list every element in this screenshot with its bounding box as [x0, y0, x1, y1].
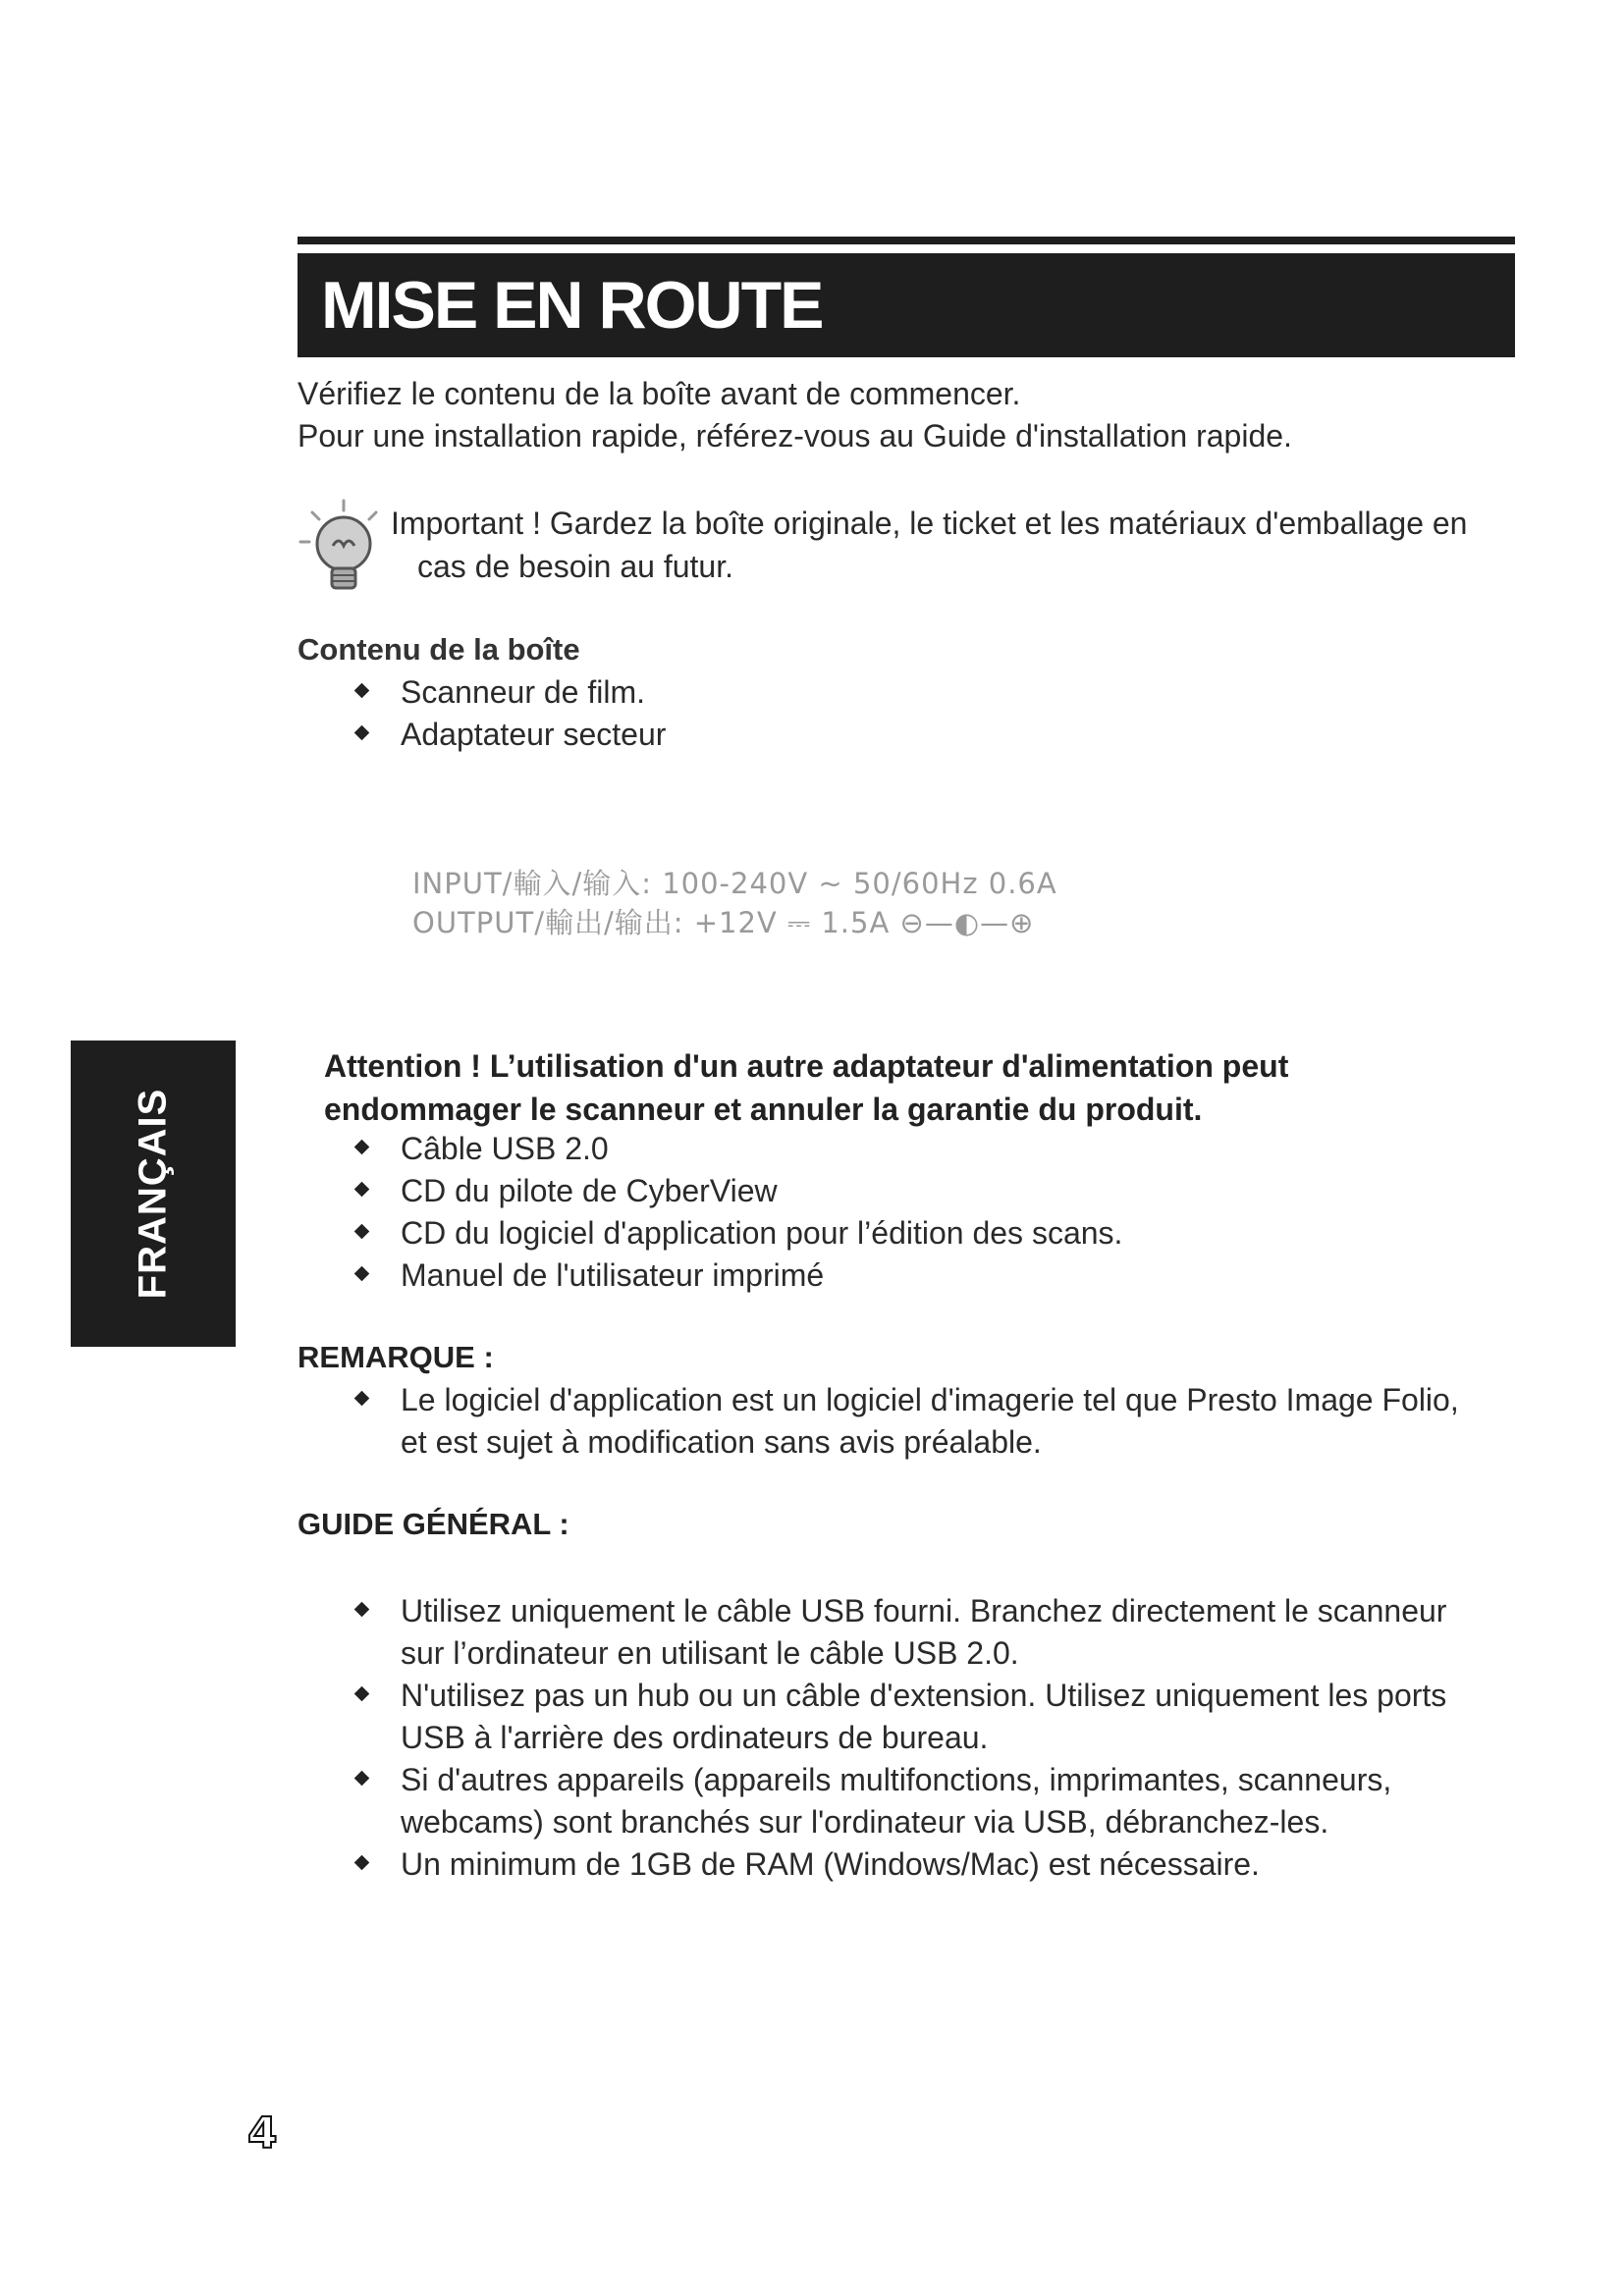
important-line-1: Important ! Gardez la boîte originale, le ticket et les matériaux d'emballage en [391, 506, 1468, 541]
bullet-icon [354, 725, 370, 741]
bullet-icon [354, 1686, 370, 1702]
attention-line-1: Attention ! L’utilisation d'un autre adaptateur d'alimentation peut [324, 1048, 1289, 1084]
contents-list [356, 671, 666, 756]
remarque-list [356, 1379, 1459, 1464]
list-item: Si d'autres appareils (appareils multifonctions, imprimantes, scanneurs, webcams) sont branchés sur l'ordinateur via USB, débranchez-les. [356, 1759, 1446, 1843]
list-item: Adaptateur secteur [356, 714, 666, 756]
list-item: CD du pilote de CyberView [356, 1170, 1122, 1212]
header-rule [298, 237, 1515, 244]
important-line-2: cas de besoin au futur. [417, 549, 733, 584]
list-item: N'utilisez pas un hub ou un câble d'extension. Utilisez uniquement les ports USB à l'arrière des ordinateurs de bureau. [356, 1675, 1446, 1759]
intro-line-1: Vérifiez le contenu de la boîte avant de commencer. [298, 376, 1021, 411]
bullet-icon [354, 1391, 370, 1407]
page-number: 4 [247, 2109, 278, 2159]
title-bar [298, 253, 1515, 357]
list-item: Manuel de l'utilisateur imprimé [356, 1255, 1122, 1297]
bullet-icon [354, 683, 370, 699]
bullet-icon [354, 1140, 370, 1155]
language-tab [71, 1041, 236, 1347]
attention-line-2: endommager le scanneur et annuler la garantie du produit. [324, 1092, 1203, 1127]
guide-heading: GUIDE GÉNÉRAL : [298, 1507, 569, 1541]
list-item: Le logiciel d'application est un logiciel d'imagerie tel que Presto Image Folio, et est sujet à modification sans avis préalable. [356, 1379, 1459, 1464]
contents-heading: Contenu de la boîte [298, 632, 580, 667]
power-output-line: OUTPUT/輸出/输出: +12V ⎓ 1.5A ⊖—◐—⊕ [412, 906, 1035, 939]
guide-list [356, 1590, 1446, 1886]
bullet-icon [354, 1224, 370, 1240]
intro-line-2: Pour une installation rapide, référez-vous au Guide d'installation rapide. [298, 418, 1292, 454]
list-item: Utilisez uniquement le câble USB fourni. Branchez directement le scanneur sur l’ordinateur en utilisant le câble USB 2.0. [356, 1590, 1446, 1675]
power-label [412, 864, 1057, 942]
accessories-list [356, 1128, 1122, 1297]
bullet-icon [354, 1855, 370, 1871]
attention-text [324, 1044, 1288, 1131]
language-tab-label: FRANÇAIS [131, 1088, 175, 1300]
list-item: Scanneur de film. [356, 671, 666, 714]
bullet-icon [354, 1182, 370, 1198]
list-item: Un minimum de 1GB de RAM (Windows/Mac) est nécessaire. [356, 1843, 1446, 1886]
page-title: MISE EN ROUTE [321, 268, 823, 343]
bullet-icon [354, 1771, 370, 1787]
lightbulb-icon [298, 499, 391, 597]
list-item: CD du logiciel d'application pour l’édition des scans. [356, 1212, 1122, 1255]
bullet-icon [354, 1602, 370, 1618]
power-input-line: INPUT/輸入/输入: 100-240V ~ 50/60Hz 0.6A [412, 867, 1057, 900]
remarque-heading: REMARQUE : [298, 1340, 494, 1374]
bullet-icon [354, 1266, 370, 1282]
intro-text [298, 373, 1292, 457]
list-item: Câble USB 2.0 [356, 1128, 1122, 1170]
